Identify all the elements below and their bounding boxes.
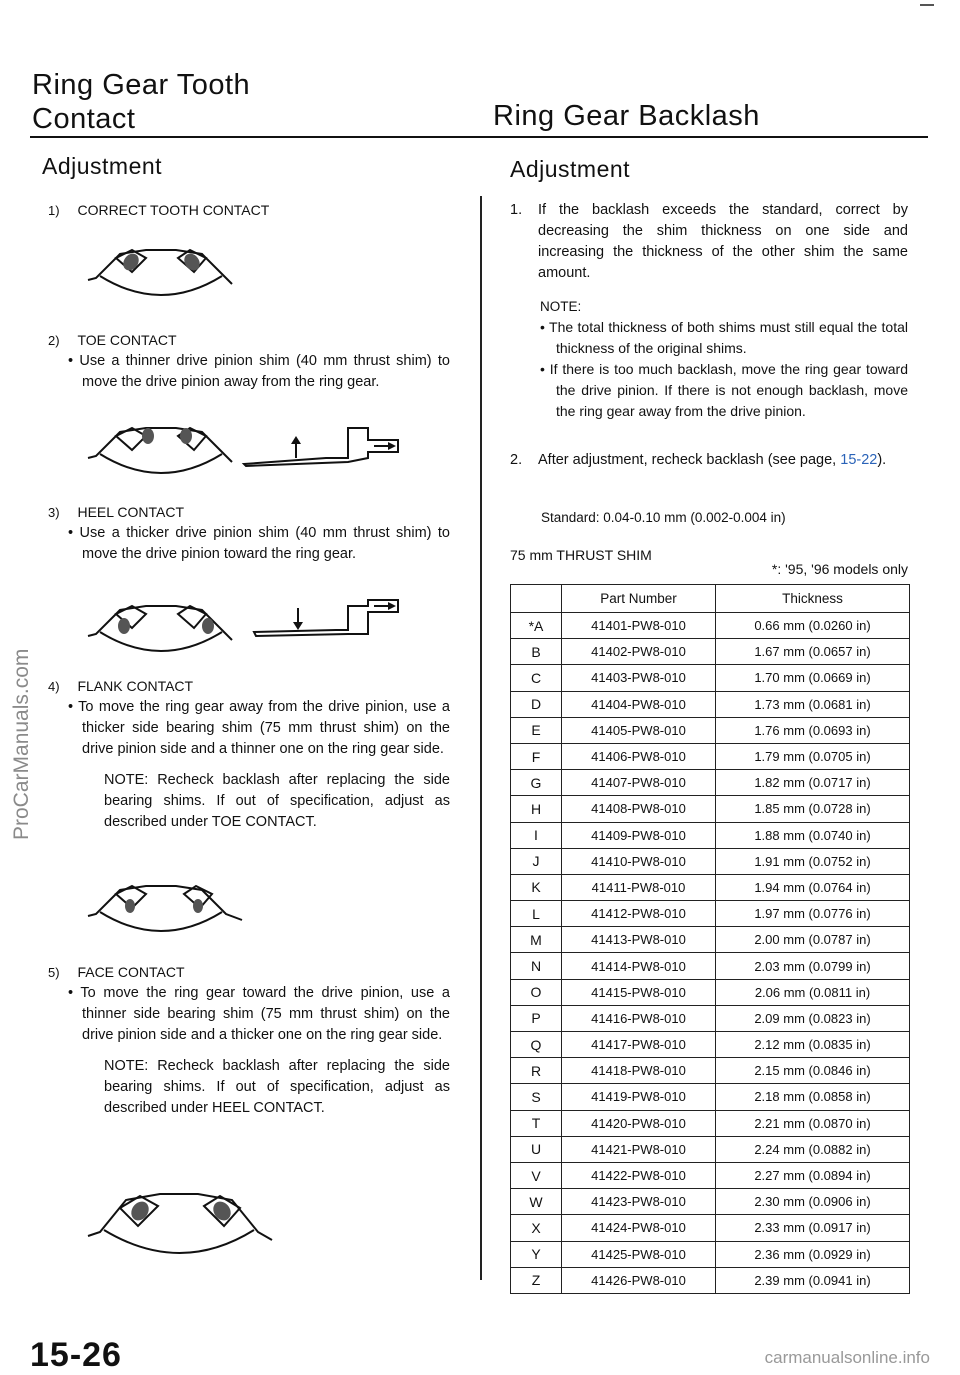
shim-letter: W — [511, 1189, 562, 1215]
page-number: 15-26 — [30, 1336, 122, 1374]
step-2-text: • Use a thinner drive pinion shim (40 mm thrust shim) to move the drive pinion away from the ring gear. — [68, 353, 450, 390]
right-item-1-text: If the backlash exceeds the standard, correct by decreasing the shim thickness on one side and increasing the thickness of the other shim the same amount. — [538, 202, 908, 281]
thickness: 2.24 mm (0.0882 in) — [716, 1136, 910, 1162]
right-item-2-end: ). — [877, 452, 887, 468]
step-3-number: 3) — [48, 505, 60, 520]
shim-letter: Q — [511, 1032, 562, 1058]
shim-letter: V — [511, 1162, 562, 1188]
table-row — [511, 717, 910, 743]
part-number: 41401-PW8-010 — [562, 613, 716, 639]
header-part-number: Part Number — [562, 585, 716, 613]
watermark-bottom: carmanualsonline.info — [764, 1348, 930, 1367]
shim-letter: M — [511, 927, 562, 953]
shim-letter: D — [511, 691, 562, 717]
thickness: 1.79 mm (0.0705 in) — [716, 743, 910, 769]
part-number: 41421-PW8-010 — [562, 1136, 716, 1162]
table-header-row — [511, 585, 910, 613]
thickness: 2.00 mm (0.0787 in) — [716, 927, 910, 953]
note-label: NOTE: — [540, 299, 582, 314]
part-number: 41426-PW8-010 — [562, 1267, 716, 1293]
watermark-side: ProCarManuals.com — [10, 648, 33, 840]
table-row — [511, 665, 910, 691]
part-number: 41418-PW8-010 — [562, 1058, 716, 1084]
thickness: 2.33 mm (0.0917 in) — [716, 1215, 910, 1241]
shim-letter: Z — [511, 1267, 562, 1293]
step-1-number: 1) — [48, 203, 60, 218]
part-number: 41422-PW8-010 — [562, 1162, 716, 1188]
thickness: 1.73 mm (0.0681 in) — [716, 691, 910, 717]
correct-contact-illustration — [86, 240, 236, 300]
shim-letter: G — [511, 770, 562, 796]
thickness: 2.18 mm (0.0858 in) — [716, 1084, 910, 1110]
thickness: 1.82 mm (0.0717 in) — [716, 770, 910, 796]
step-4 — [48, 676, 450, 833]
table-row — [511, 639, 910, 665]
step-5 — [48, 962, 450, 1119]
shim-letter: O — [511, 979, 562, 1005]
right-item-1-number: 1. — [510, 202, 523, 218]
step-4-text: • To move the ring gear away from the drive pinion, use a thicker side bearing shim (75 mm thrust shim) on the drive pinion side and a thinner one on the ring gear side. — [68, 699, 450, 757]
shim-table-body — [511, 585, 910, 1294]
left-title-line2: Contact — [32, 103, 136, 135]
thickness: 2.03 mm (0.0799 in) — [716, 953, 910, 979]
thickness: 2.09 mm (0.0823 in) — [716, 1005, 910, 1031]
table-row — [511, 927, 910, 953]
table-row — [511, 1162, 910, 1188]
thickness: 0.66 mm (0.0260 in) — [716, 613, 910, 639]
thickness: 1.94 mm (0.0764 in) — [716, 874, 910, 900]
step-4-label: FLANK CONTACT — [77, 678, 194, 694]
step-5-label: FACE CONTACT — [77, 964, 185, 980]
shim-letter: P — [511, 1005, 562, 1031]
part-number: 41412-PW8-010 — [562, 901, 716, 927]
step-1-label: CORRECT TOOTH CONTACT — [77, 202, 270, 218]
left-title — [32, 68, 250, 136]
table-row — [511, 1058, 910, 1084]
heel-contact-illustration — [86, 596, 406, 656]
shim-letter: X — [511, 1215, 562, 1241]
table-row — [511, 848, 910, 874]
table-row — [511, 1110, 910, 1136]
part-number: 41402-PW8-010 — [562, 639, 716, 665]
part-number: 41417-PW8-010 — [562, 1032, 716, 1058]
thickness: 1.85 mm (0.0728 in) — [716, 796, 910, 822]
part-number: 41424-PW8-010 — [562, 1215, 716, 1241]
thickness: 2.15 mm (0.0846 in) — [716, 1058, 910, 1084]
step-1 — [48, 200, 448, 221]
table-row — [511, 1215, 910, 1241]
table-row — [511, 691, 910, 717]
thickness: 2.21 mm (0.0870 in) — [716, 1110, 910, 1136]
thickness: 1.76 mm (0.0693 in) — [716, 717, 910, 743]
note-1: • The total thickness of both shims must still equal the total thickness of the original shims. — [540, 319, 908, 356]
table-row — [511, 743, 910, 769]
right-item-2 — [510, 450, 908, 471]
thickness: 2.06 mm (0.0811 in) — [716, 979, 910, 1005]
shim-letter: N — [511, 953, 562, 979]
part-number: 41408-PW8-010 — [562, 796, 716, 822]
part-number: 41415-PW8-010 — [562, 979, 716, 1005]
table-row — [511, 979, 910, 1005]
table-row — [511, 953, 910, 979]
part-number: 41413-PW8-010 — [562, 927, 716, 953]
backlash-standard: Standard: 0.04-0.10 mm (0.002-0.004 in) — [541, 510, 786, 525]
part-number: 41409-PW8-010 — [562, 822, 716, 848]
thickness: 2.12 mm (0.0835 in) — [716, 1032, 910, 1058]
table-row — [511, 1267, 910, 1293]
left-subtitle: Adjustment — [42, 153, 163, 179]
step-2 — [48, 330, 450, 393]
step-5-text: • To move the ring gear toward the drive pinion, use a thinner side bearing shim (75 mm thrust shim) on the drive pinion side and a thicker one on the ring gear side. — [68, 985, 450, 1043]
shim-letter: R — [511, 1058, 562, 1084]
header-rule — [30, 136, 928, 138]
header-thickness: Thickness — [716, 585, 910, 613]
part-number: 41414-PW8-010 — [562, 953, 716, 979]
table-row — [511, 1084, 910, 1110]
part-number: 41419-PW8-010 — [562, 1084, 716, 1110]
part-number: 41420-PW8-010 — [562, 1110, 716, 1136]
corner-mark — [920, 4, 934, 6]
right-title: Ring Gear Backlash — [493, 100, 760, 132]
right-subtitle: Adjustment — [510, 156, 631, 182]
part-number: 41403-PW8-010 — [562, 665, 716, 691]
page-link-15-22[interactable]: 15-22 — [840, 452, 878, 468]
thickness: 1.70 mm (0.0669 in) — [716, 665, 910, 691]
column-divider — [480, 196, 482, 1280]
shim-table — [510, 584, 910, 1294]
shim-letter: S — [511, 1084, 562, 1110]
step-4-note: NOTE: Recheck backlash after replacing the side bearing shims. If out of specification, adjust as described under TOE CONTACT. — [104, 772, 450, 830]
thickness: 1.67 mm (0.0657 in) — [716, 639, 910, 665]
thickness: 1.88 mm (0.0740 in) — [716, 822, 910, 848]
toe-contact-illustration — [86, 418, 406, 478]
table-row — [511, 1032, 910, 1058]
part-number: 41416-PW8-010 — [562, 1005, 716, 1031]
table-row — [511, 1241, 910, 1267]
shim-letter: H — [511, 796, 562, 822]
table-row — [511, 901, 910, 927]
table-row — [511, 770, 910, 796]
part-number: 41423-PW8-010 — [562, 1189, 716, 1215]
shim-letter: J — [511, 848, 562, 874]
right-item-1 — [510, 200, 908, 422]
flank-contact-illustration — [86, 876, 246, 936]
table-row — [511, 1136, 910, 1162]
right-item-2-text: After adjustment, recheck backlash (see page, — [538, 452, 837, 468]
shim-letter: U — [511, 1136, 562, 1162]
step-4-number: 4) — [48, 679, 60, 694]
table-title: 75 mm THRUST SHIM — [510, 547, 652, 563]
left-title-line1: Ring Gear Tooth — [32, 69, 251, 101]
shim-letter: I — [511, 822, 562, 848]
part-number: 41404-PW8-010 — [562, 691, 716, 717]
part-number: 41405-PW8-010 — [562, 717, 716, 743]
step-2-label: TOE CONTACT — [77, 332, 177, 348]
table-row — [511, 1005, 910, 1031]
part-number: 41406-PW8-010 — [562, 743, 716, 769]
thickness: 2.30 mm (0.0906 in) — [716, 1189, 910, 1215]
step-3-label: HEEL CONTACT — [77, 504, 185, 520]
step-5-note: NOTE: Recheck backlash after replacing the side bearing shims. If out of specification, adjust as described under HEEL CONTACT. — [104, 1058, 450, 1116]
table-row — [511, 1189, 910, 1215]
thickness: 2.36 mm (0.0929 in) — [716, 1241, 910, 1267]
note-2: • If there is too much backlash, move the ring gear toward the drive pinion. If there is not enough backlash, move the ring gear away from the drive pinion. — [540, 361, 908, 419]
table-row — [511, 613, 910, 639]
shim-letter: B — [511, 639, 562, 665]
shim-letter: Y — [511, 1241, 562, 1267]
step-2-number: 2) — [48, 333, 60, 348]
thickness: 1.97 mm (0.0776 in) — [716, 901, 910, 927]
table-row — [511, 874, 910, 900]
shim-letter: *A — [511, 613, 562, 639]
table-footnote: *: '95, '96 models only — [771, 561, 908, 577]
step-3-text: • Use a thicker drive pinion shim (40 mm thrust shim) to move the drive pinion toward the ring gear. — [68, 525, 450, 562]
part-number: 41425-PW8-010 — [562, 1241, 716, 1267]
shim-letter: T — [511, 1110, 562, 1136]
part-number: 41410-PW8-010 — [562, 848, 716, 874]
shim-letter: C — [511, 665, 562, 691]
face-contact-illustration — [86, 1186, 276, 1256]
step-3 — [48, 502, 450, 565]
part-number: 41411-PW8-010 — [562, 874, 716, 900]
step-5-number: 5) — [48, 965, 60, 980]
shim-letter: F — [511, 743, 562, 769]
thickness: 2.39 mm (0.0941 in) — [716, 1267, 910, 1293]
table-row — [511, 822, 910, 848]
table-row — [511, 796, 910, 822]
header-letter-cell — [511, 585, 562, 613]
shim-letter: K — [511, 874, 562, 900]
thickness: 1.91 mm (0.0752 in) — [716, 848, 910, 874]
shim-letter: E — [511, 717, 562, 743]
right-item-2-number: 2. — [510, 452, 523, 468]
part-number: 41407-PW8-010 — [562, 770, 716, 796]
thickness: 2.27 mm (0.0894 in) — [716, 1162, 910, 1188]
shim-letter: L — [511, 901, 562, 927]
